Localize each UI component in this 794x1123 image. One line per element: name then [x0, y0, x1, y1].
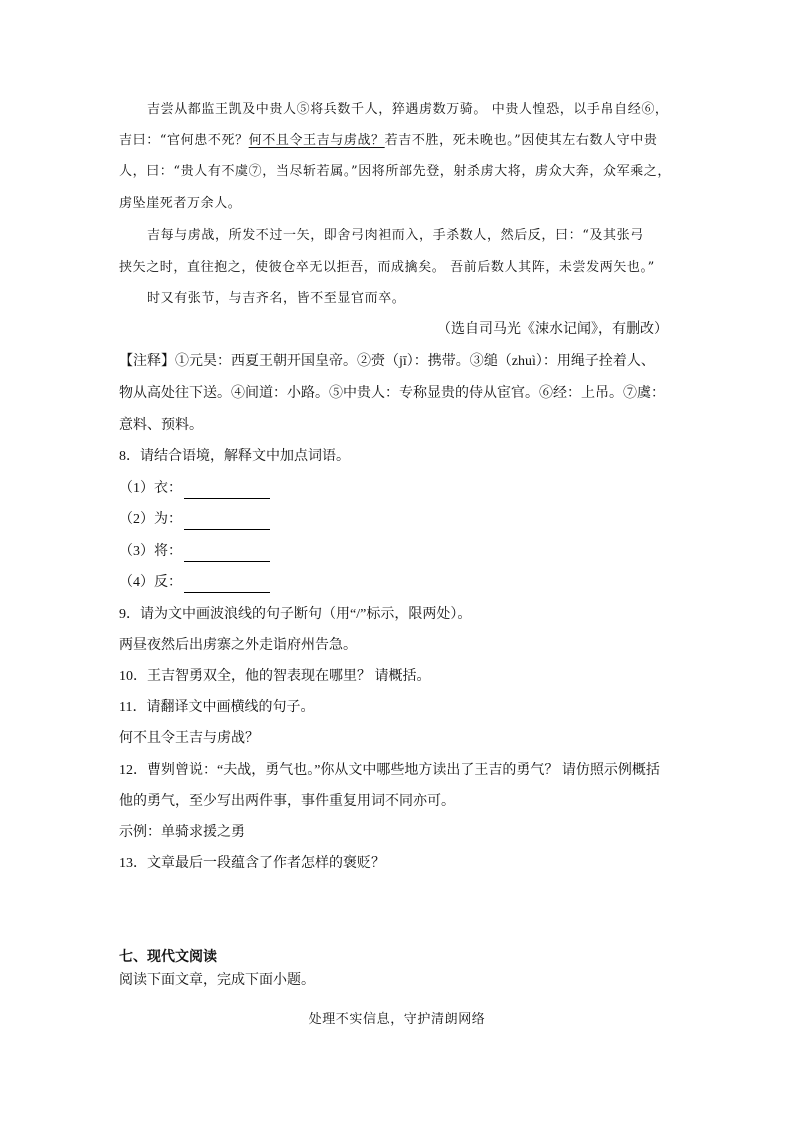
question-13: 13．文章最后一段蕴含了作者怎样的褒贬？	[119, 856, 385, 871]
passage-line: 吉每与虏战，所发不过一矢，即舍弓肉袒而入，手杀数人，然后反，曰：“及其张弓	[147, 228, 644, 243]
sub-question-label: （3）将：	[119, 544, 182, 559]
answer-blank[interactable]	[184, 547, 270, 562]
sub-question-label: （4）反：	[119, 575, 182, 590]
answer-blank[interactable]	[184, 484, 270, 499]
section-heading: 七、现代文阅读	[119, 950, 217, 965]
question-8-1	[119, 479, 270, 499]
passage-line: 时又有张节，与吉齐名，皆不至显官而卒。	[147, 291, 406, 306]
question-9: 9．请为文中画波浪线的句子断句（用“/”标示，限两处）。	[119, 607, 472, 622]
passage-line	[119, 131, 657, 151]
question-9-text: 两昼夜然后出虏寨之外走诣府州告急。	[119, 638, 357, 653]
passage-text: 吉曰：“官何患不死？	[119, 133, 249, 148]
passage-line: 挟矢之时，直往抱之，使彼仓卒无以拒吾，而成擒矣。 吾前后数人其阵，未尝发两矢也。”	[119, 260, 655, 275]
question-12-example: 示例：单骑求援之勇	[119, 825, 245, 840]
notes-line: 【注释】①元昊：西夏王朝开国皇帝。②赍（jī）：携带。③缒（zhuì）：用绳子拴着人、	[119, 354, 655, 369]
notes-line: 意料、预料。	[119, 418, 203, 433]
question-10: 10．王吉智勇双全，他的智表现在哪里？ 请概括。	[119, 669, 431, 684]
underlined-sentence: 何不且令王吉与虏战？	[248, 133, 385, 148]
passage-line: 人，曰：“贵人有不虞⑦，当尽斩若属。”因将所部先登，射杀虏大将，虏众大奔，众军乘之，	[119, 164, 671, 179]
answer-blank[interactable]	[184, 578, 270, 593]
sub-question-label: （2）为：	[119, 512, 182, 527]
question-12: 12．曹刿曾说：“夫战，勇气也。”你从文中哪些地方读出了王吉的勇气？ 请仿照示例概括	[119, 763, 660, 778]
passage-source: （选自司马光《涑水记闻》，有删改）	[437, 322, 668, 337]
notes-line: 物从高处往下送。④间道：小路。⑤中贵人：专称显贵的侍从宦官。⑥经：上吊。⑦虞：	[119, 386, 665, 401]
question-8-3	[119, 542, 270, 562]
question-11: 11．请翻译文中画横线的句子。	[119, 700, 315, 715]
question-8-4	[119, 573, 270, 593]
passage-text: 若吉不胜，死未晚也。”因使其左右数人守中贵	[384, 133, 658, 148]
passage-line: 吉尝从都监王凯及中贵人⑤将兵数千人，猝遇虏数万骑。 中贵人惶恐，以手帛自经⑥，	[147, 102, 669, 117]
question-11-text: 何不且令王吉与虏战？	[119, 731, 259, 746]
sub-question-label: （1）衣：	[119, 481, 182, 496]
question-8-2	[119, 510, 270, 530]
question-12-cont: 他的勇气，至少写出两件事，事件重复用词不同亦可。	[119, 794, 455, 809]
question-8: 8．请结合语境，解释文中加点词语。	[119, 449, 350, 464]
passage-line: 虏坠崖死者万余人。	[119, 196, 242, 211]
section-instruction: 阅读下面文章，完成下面小题。	[119, 973, 315, 988]
answer-blank[interactable]	[184, 515, 270, 530]
page-footer: 处理不实信息，守护清朗网络	[308, 1012, 486, 1027]
